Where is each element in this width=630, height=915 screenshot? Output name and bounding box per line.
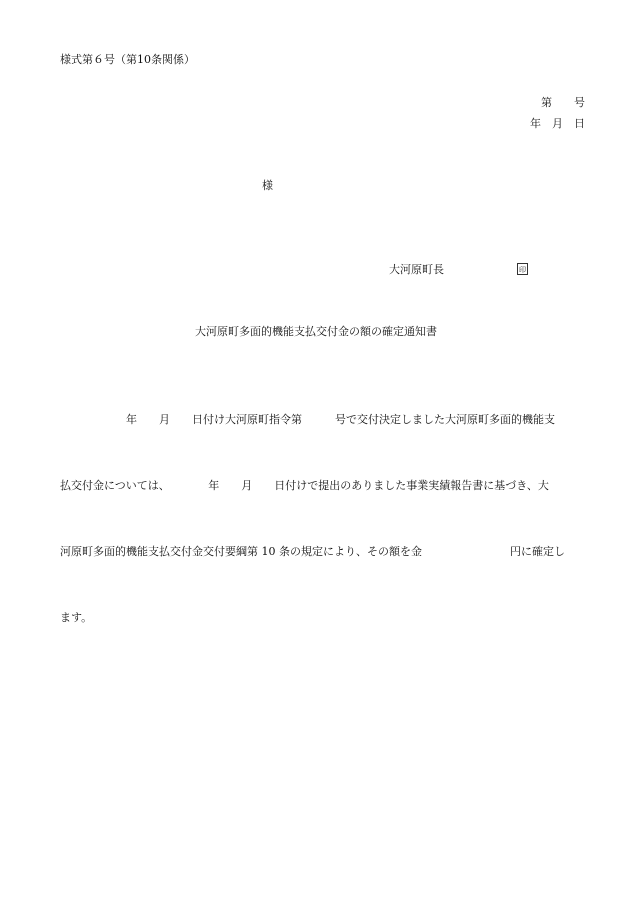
- addressee-honorific: 様: [262, 179, 273, 192]
- seal-stamp: 印: [517, 263, 528, 275]
- document-date: 年 月 日: [530, 117, 585, 130]
- body-line: ます。: [60, 611, 93, 624]
- body-line: 払交付金については、 年 月 日付けで提出のありました事業実績報告書に基づき、大: [60, 479, 549, 492]
- body-line: 年 月 日付け大河原町指令第 号で交付決定しました大河原町多面的機能支: [60, 413, 555, 426]
- body-line: 河原町多面的機能支払交付金交付要綱第 10 条の規定により、その額を金 円に確定し: [60, 545, 565, 558]
- issuer-name: 大河原町長: [389, 263, 444, 276]
- document-title: 大河原町多面的機能支払交付金の額の確定通知書: [195, 325, 437, 338]
- form-number-label: 様式第６号（第10条関係）: [60, 53, 195, 66]
- document-number: 第 号: [541, 96, 585, 109]
- body-paragraph: [60, 365, 587, 651]
